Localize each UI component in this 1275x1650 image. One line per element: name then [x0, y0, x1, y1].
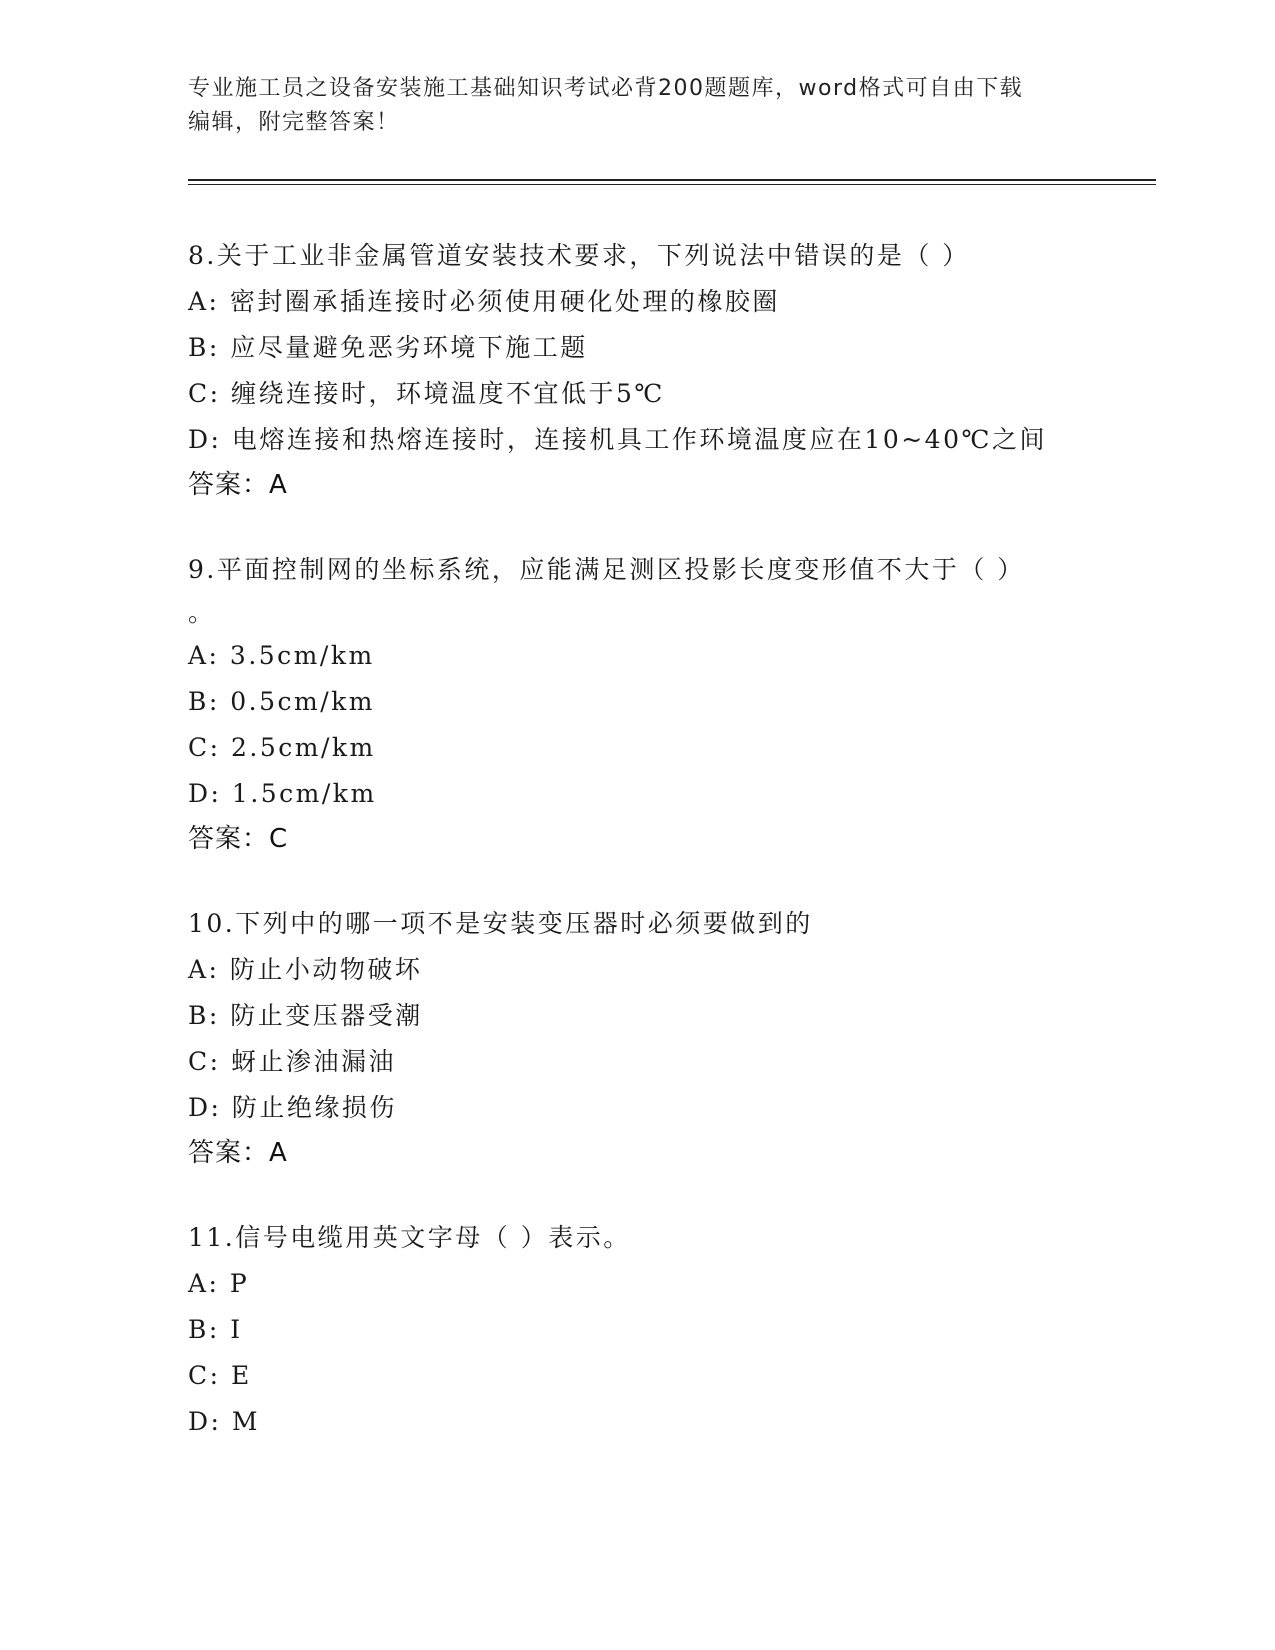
option-d: D: M [188, 1407, 261, 1436]
header-divider-thin [188, 184, 1156, 185]
answer-label: 答案：C [188, 824, 289, 854]
question-11 [188, 1215, 1088, 1445]
option-d: D: 电熔连接和热熔连接时，连接机具工作环境温度应在10~40℃之间 [188, 425, 1047, 454]
question-list [188, 233, 1088, 1485]
option-c: C: E [188, 1361, 252, 1390]
question-9 [188, 547, 1088, 861]
question-stem: 11.信号电缆用英文字母（ ）表示。 [188, 1223, 631, 1252]
question-stem: 9.平面控制网的坐标系统，应能满足测区投影长度变形值不大于（ ） [188, 555, 1025, 584]
option-b: B: 应尽量避免恶劣环境下施工题 [188, 333, 588, 362]
option-a: A: P [188, 1269, 250, 1298]
option-d: D: 防止绝缘损伤 [188, 1093, 397, 1122]
option-a: A: 防止小动物破坏 [188, 955, 423, 984]
option-c: C: 2.5cm/km [188, 733, 376, 762]
question-10 [188, 901, 1088, 1175]
header-line-1: 专业施工员之设备安装施工基础知识考试必背200题题库，word格式可自由下载 [188, 76, 1024, 101]
header-divider-thick [188, 179, 1156, 181]
answer-label: 答案：A [188, 470, 288, 500]
header-line-2: 编辑，附完整答案！ [188, 110, 400, 135]
option-b: B: 防止变压器受潮 [188, 1001, 423, 1030]
question-stem: 8.关于工业非金属管道安装技术要求，下列说法中错误的是（ ） [188, 241, 970, 270]
option-a: A: 密封圈承插连接时必须使用硬化处理的橡胶圈 [188, 287, 780, 316]
question-stem-continuation: 。 [188, 598, 216, 627]
option-c: C: 蚜止渗油漏油 [188, 1047, 396, 1076]
option-b: B: 0.5cm/km [188, 687, 375, 716]
option-c: C: 缠绕连接时，环境温度不宜低于5℃ [188, 379, 665, 408]
document-header [188, 72, 1068, 140]
question-stem: 10.下列中的哪一项不是安装变压器时必须要做到的 [188, 909, 813, 938]
option-a: A: 3.5cm/km [188, 641, 375, 670]
question-8 [188, 233, 1088, 507]
option-d: D: 1.5cm/km [188, 779, 377, 808]
option-b: B: I [188, 1315, 243, 1344]
answer-label: 答案：A [188, 1138, 288, 1168]
